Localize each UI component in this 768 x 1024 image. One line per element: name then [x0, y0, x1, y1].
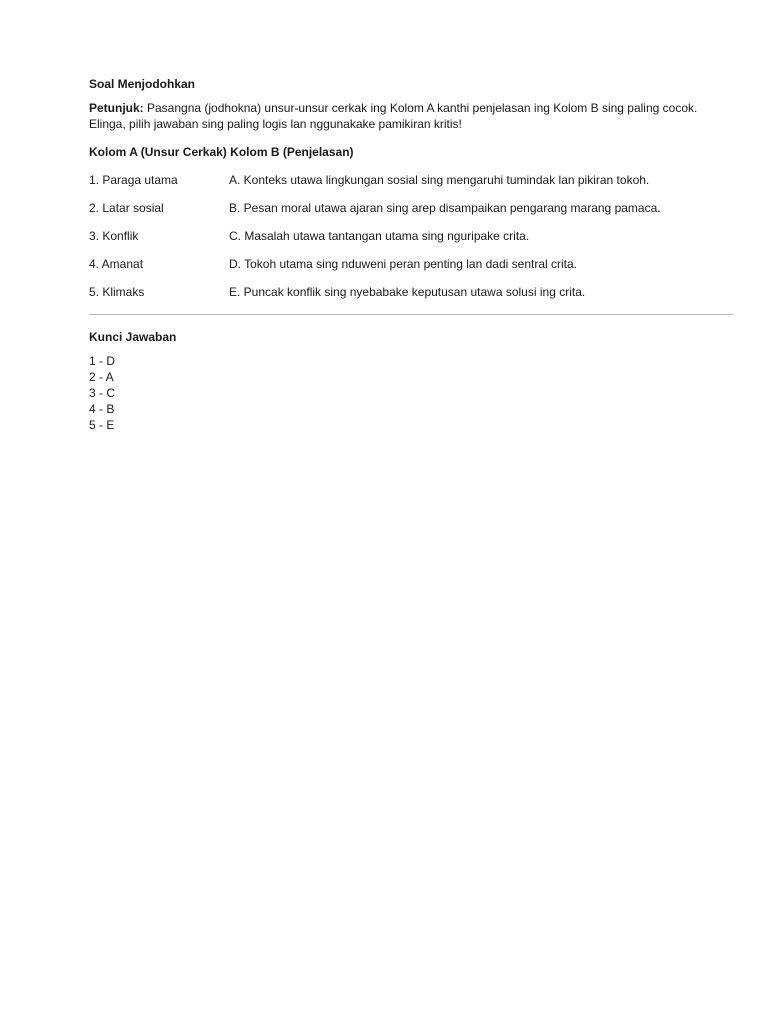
- document-title: Soal Menjodohkan: [89, 77, 196, 91]
- column-b-item: D. Tokoh utama sing nduweni peran penting lan dadi sentral crita.: [229, 257, 577, 271]
- section-divider: [89, 314, 733, 315]
- matching-row: [89, 228, 733, 244]
- column-a-item: 1. Paraga utama: [89, 173, 178, 187]
- instruction-line-2: Elinga, pilih jawaban sing paling logis lan nggunakake pamikiran kritis!: [89, 117, 462, 131]
- column-a-item: 2. Latar sosial: [89, 201, 164, 215]
- answer-key-item: 4 - B: [89, 402, 115, 416]
- instruction-line-1: Pasangna (jodhokna) unsur-unsur cerkak ing Kolom A kanthi penjelasan ing Kolom B sing paling cocok.: [143, 101, 698, 115]
- column-a-item: 4. Amanat: [89, 257, 144, 271]
- answer-key-item: 3 - C: [89, 386, 116, 400]
- column-a-header: Kolom A (Unsur Cerkak): [89, 145, 227, 159]
- instruction-label: Petunjuk:: [89, 101, 144, 115]
- column-b-item: A. Konteks utawa lingkungan sosial sing mengaruhi tumindak lan pikiran tokoh.: [229, 173, 650, 187]
- document-page: [89, 76, 733, 433]
- matching-row: [89, 200, 733, 216]
- column-b-header: Kolom B (Penjelasan): [230, 145, 354, 159]
- answer-key-item: 1 - D: [89, 354, 116, 368]
- column-b-item: E. Puncak konflik sing nyebabake keputusan utawa solusi ing crita.: [229, 285, 586, 299]
- instruction-paragraph: [89, 100, 733, 132]
- column-a-item: 5. Klimaks: [89, 285, 145, 299]
- column-b-item: C. Masalah utawa tantangan utama sing nguripake crita.: [229, 229, 530, 243]
- matching-row: [89, 256, 733, 272]
- answer-key-item: 2 - A: [89, 370, 114, 384]
- matching-row: [89, 172, 733, 188]
- column-header: [89, 144, 733, 160]
- column-b-item: B. Pesan moral utawa ajaran sing arep disampaikan pengarang marang pamaca.: [229, 201, 661, 215]
- answer-key-item: 5 - E: [89, 418, 115, 432]
- column-a-item: 3. Konflik: [89, 229, 139, 243]
- answer-key-title: Kunci Jawaban: [89, 330, 177, 344]
- matching-row: [89, 284, 733, 300]
